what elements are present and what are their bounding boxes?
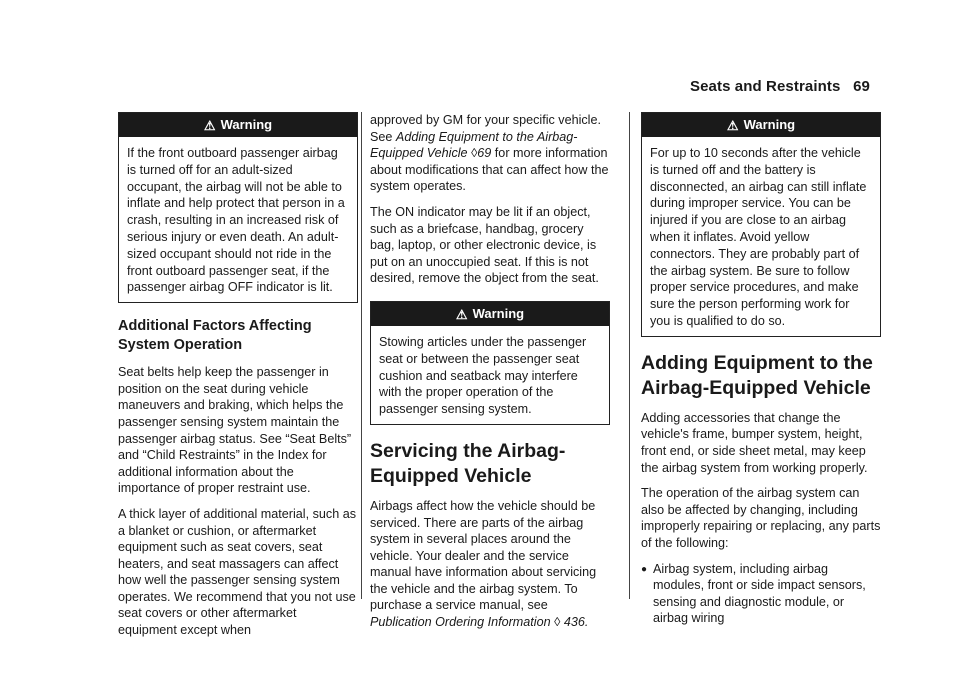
column-1 [118, 112, 358, 648]
paragraph: Seat belts help keep the passenger in position on the seat during vehicle maneuvers and braking, which helps the passenger sensing system maintain the passenger airbag status. See “Seat Belts” and “Child Restraints” in the Index for additional information about the importance of proper restraint use. [118, 365, 352, 496]
paragraph: The ON indicator may be lit if an object, such as a briefcase, handbag, grocery bag, laptop, or other electronic device, is put on an unoccupied seat. If this is not desired, remove the object from the seat. [370, 204, 599, 286]
page-reference-icon: ◊ [471, 146, 478, 161]
paragraph: The operation of the airbag system can also be affected by changing, including improperly repairing or replacing, any parts of the following: [641, 486, 881, 550]
warning-text: For up to 10 seconds after the vehicle is turned off and the battery is disconnected, an airbag can still inflate during improper service. You can be injured if you are close to an airbag when it inflates. Avoid yellow connectors. They are probably part of the airbag system. Be sure to follow proper service procedures, and make sure the person performing work for you is qualified to do so. [650, 146, 867, 328]
running-head [690, 78, 870, 95]
paragraph [370, 498, 610, 631]
warning-title: Warning [472, 305, 525, 321]
subheading: Additional Factors Affecting System Operation [118, 318, 312, 354]
warning-box [370, 301, 610, 425]
cross-reference-link[interactable]: Publication Ordering Information [370, 615, 551, 630]
column-2 [370, 112, 610, 640]
text-run: approved by GM for your specific vehicle. See [370, 113, 601, 144]
list-item-text: Airbag system, including airbag modules, front or side impact sensors, sensing and diagnostic module, or airbag wiring [653, 561, 866, 626]
page-number: 69 [853, 78, 870, 95]
section-title: Seats and Restraints [690, 78, 841, 95]
bullet-icon: ● [641, 563, 648, 575]
list-item [641, 561, 881, 627]
column-3 [641, 112, 881, 627]
page-ref-number: 436. [563, 615, 589, 630]
warning-header [119, 113, 357, 137]
warning-triangle-icon: ⚠ [203, 118, 216, 133]
warning-header [371, 302, 609, 326]
column-divider [361, 112, 362, 599]
section-heading: Servicing the Airbag-Equipped Vehicle [370, 439, 566, 487]
warning-triangle-icon: ⚠ [726, 118, 739, 133]
page-ref-number: 69 [477, 146, 492, 161]
warning-text: If the front outboard passenger airbag is turned off for an adult-sized occupant, the airbag will not be able to inflate and help protect that person in a crash, resulting in an increased risk of serious injury or even death. An adult-sized occupant should not ride in the front outboard passenger seat, if the passenger airbag OFF indicator is lit. [127, 146, 345, 295]
warning-header [642, 113, 880, 137]
section-heading: Adding Equipment to the Airbag-Equipped Vehicle [641, 351, 873, 399]
text-run: for more information about modifications that can affect how the system operates. [370, 146, 609, 194]
cross-reference-link[interactable]: Adding Equipment to the Airbag-Equipped Vehicle [370, 129, 578, 161]
paragraph [370, 112, 610, 195]
warning-text: Stowing articles under the passenger seat or between the passenger seat cushion and seatback may interfere with the proper operation of the passenger sensing system. [379, 334, 587, 417]
text-run: Airbags affect how the vehicle should be serviced. There are parts of the airbag system in several places around the vehicle. Your dealer and the service manual have information about servicing the vehicle and the airbag system. To purchase a service manual, see [370, 498, 597, 613]
warning-title: Warning [743, 117, 796, 132]
paragraph: Adding accessories that change the vehicle's frame, bumper system, height, front end, or side sheet metal, may keep the airbag system from working properly. [641, 410, 868, 475]
warning-title: Warning [220, 117, 273, 132]
column-divider [629, 112, 630, 599]
paragraph: A thick layer of additional material, such as a blanket or cushion, or aftermarket equipment such as seat covers, seat heaters, and seat massagers can affect how well the passenger sensing system operates. We recommend that you not use seat covers or other aftermarket equipment except when [118, 506, 357, 638]
warning-box [118, 112, 358, 303]
warning-triangle-icon: ⚠ [455, 306, 468, 322]
warning-box [641, 112, 881, 337]
page-reference-icon: ◊ [554, 615, 561, 630]
